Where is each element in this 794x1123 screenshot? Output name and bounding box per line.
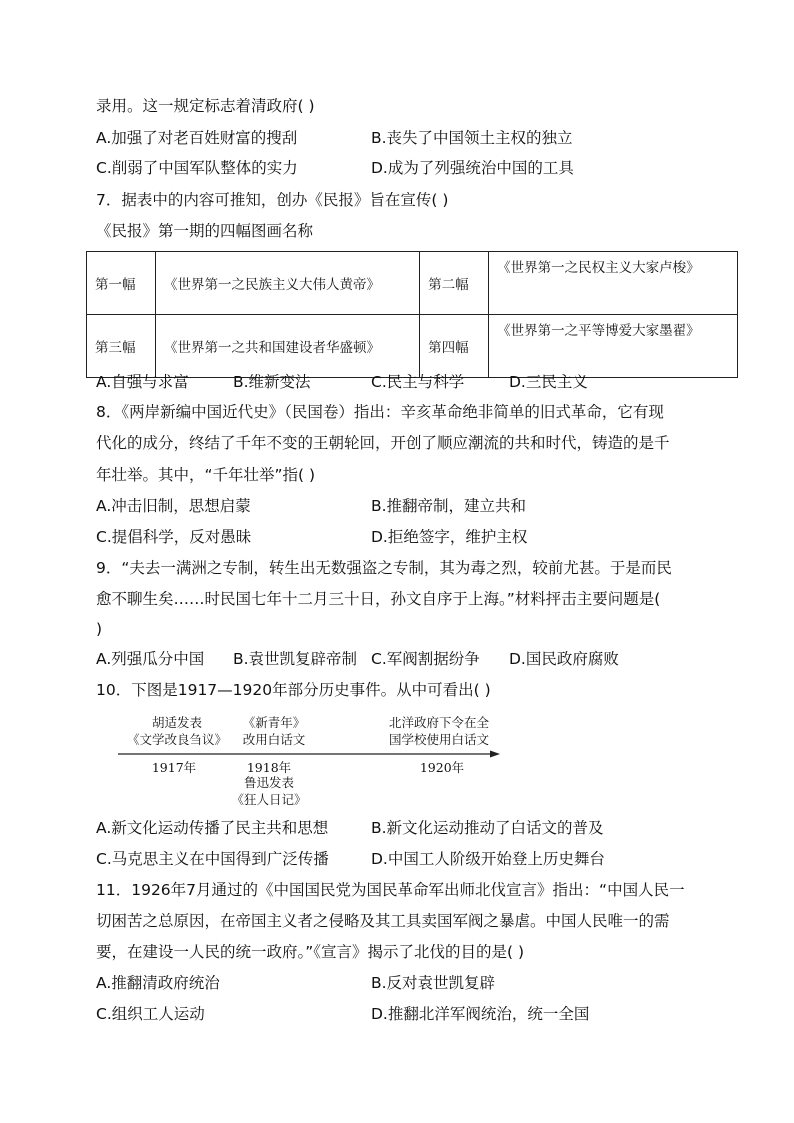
q10-option-d[interactable]: D.中国工人阶级开始登上历史舞台 [371, 850, 605, 868]
timeline-label: 国学校使用白话文 [388, 732, 489, 747]
table-row [87, 252, 738, 315]
q10-stem: 10．下图是1917—1920年部分历史事件。从中可看出( ) [96, 681, 491, 699]
q7-table [86, 251, 738, 378]
q7-option-d[interactable]: D.三民主义 [509, 373, 588, 391]
timeline-label: 《新青年》 [242, 715, 306, 730]
q8-option-d[interactable]: D.拒绝签字，维护主权 [371, 528, 528, 546]
q8-stem-line-1: 8．《两岸新编中国近代史》（民国卷）指出：辛亥革命绝非简单的旧式革命，它有现 [96, 403, 664, 421]
timeline-year-1920: 1920年 [419, 760, 465, 775]
timeline-label: 北洋政府下令在全 [388, 715, 489, 730]
q9-option-c[interactable]: C.军阀割据纷争 [371, 650, 480, 668]
q10-option-b[interactable]: B.新文化运动推动了白话文的普及 [371, 819, 604, 837]
q10-option-c[interactable]: C.马克思主义在中国得到广泛传播 [96, 850, 329, 868]
table-cell: 第三幅 [87, 315, 156, 378]
timeline-label: 《狂人日记》 [231, 792, 307, 807]
q11-stem-line-2: 切困苦之总原因，在帝国主义者之侵略及其工具卖国军阀之暴虐。中国人民唯一的需 [96, 912, 670, 930]
q11-option-a[interactable]: A.推翻清政府统治 [96, 974, 220, 992]
q11-stem-line-3: 要，在建设一人民的统一政府。”《宣言》揭示了北伐的目的是( ) [96, 943, 525, 961]
q11-stem-line-1: 11．1926年7月通过的《中国国民党为国民革命军出师北伐宣言》指出：“中国人民一 [96, 881, 685, 899]
timeline-event-1918-top [232, 714, 316, 748]
table-row [87, 315, 738, 378]
q7-table-caption: 《民报》第一期的四幅图画名称 [96, 222, 314, 240]
timeline-label: 《文学改良刍议》 [126, 732, 227, 747]
table-cell: 《世界第一之民权主义大家卢梭》 [489, 252, 738, 315]
q11-option-d[interactable]: D.推翻北洋军阀统治，统一全国 [371, 1005, 590, 1023]
timeline-label: 改用白话文 [242, 732, 306, 747]
timeline-label: 胡适发表 [151, 715, 202, 730]
timeline-event-1920 [372, 714, 506, 748]
timeline-year-1918: 1918年 [246, 760, 292, 775]
table-cell: 《世界第一之民族主义大伟人黄帝》 [156, 252, 420, 315]
q9-stem-line-1: 9．“夫去一满洲之专制，转生出无数强盗之专制，其为毒之烈，较前尤甚。于是而民 [96, 559, 672, 577]
q9-option-d[interactable]: D.国民政府腐败 [509, 650, 619, 668]
table-cell: 《世界第一之共和国建设者华盛顿》 [156, 315, 420, 378]
q9-stem-line-3: ) [96, 620, 103, 638]
q9-option-a[interactable]: A.列强瓜分中国 [96, 650, 205, 668]
q6-option-c[interactable]: C.削弱了中国军队整体的实力 [96, 159, 298, 177]
q7-option-c[interactable]: C.民主与科学 [371, 373, 465, 391]
table-cell: 第一幅 [87, 252, 156, 315]
q11-option-c[interactable]: C.组织工人运动 [96, 1005, 205, 1023]
q10-option-a[interactable]: A.新文化运动传播了民主共和思想 [96, 819, 329, 837]
timeline-year-1917: 1917年 [151, 760, 197, 775]
timeline-event-1917 [122, 714, 232, 748]
q8-option-b[interactable]: B.推翻帝制，建立共和 [371, 497, 527, 515]
q9-option-b[interactable]: B.袁世凯复辟帝制 [233, 650, 358, 668]
q7-option-a[interactable]: A.自强与求富 [96, 373, 189, 391]
q8-option-c[interactable]: C.提倡科学，反对愚昧 [96, 528, 252, 546]
table-cell: 《世界第一之平等博爱大家墨翟》 [489, 315, 738, 378]
timeline-event-1918-bottom [224, 774, 314, 808]
table-cell: 第四幅 [420, 315, 489, 378]
q8-option-a[interactable]: A.冲击旧制，思想启蒙 [96, 497, 251, 515]
q11-option-b[interactable]: B.反对袁世凯复辟 [371, 974, 496, 992]
q7-option-b[interactable]: B.维新变法 [233, 373, 311, 391]
q6-option-a[interactable]: A.加强了对老百姓财富的搜刮 [96, 129, 298, 147]
q6-option-b[interactable]: B.丧失了中国领土主权的独立 [371, 129, 573, 147]
q6-option-d[interactable]: D.成为了列强统治中国的工具 [371, 159, 574, 177]
q8-stem-line-3: 年壮举。其中，“千年壮举”指( ) [96, 466, 316, 484]
table-cell: 第二幅 [420, 252, 489, 315]
q8-stem-line-2: 代化的成分，终结了千年不变的王朝轮回，开创了顺应潮流的共和时代，铸造的是千 [96, 434, 670, 452]
timeline-label: 鲁迅发表 [243, 775, 294, 790]
q6-stem-cont: 录用。这一规定标志着清政府( ) [96, 97, 315, 115]
q7-stem: 7．据表中的内容可推知，创办《民报》旨在宣传( ) [96, 191, 449, 209]
q9-stem-line-2: 愈不聊生矣……时民国七年十二月三十日，孙文自序于上海。”材料抨击主要问题是( [96, 590, 661, 608]
